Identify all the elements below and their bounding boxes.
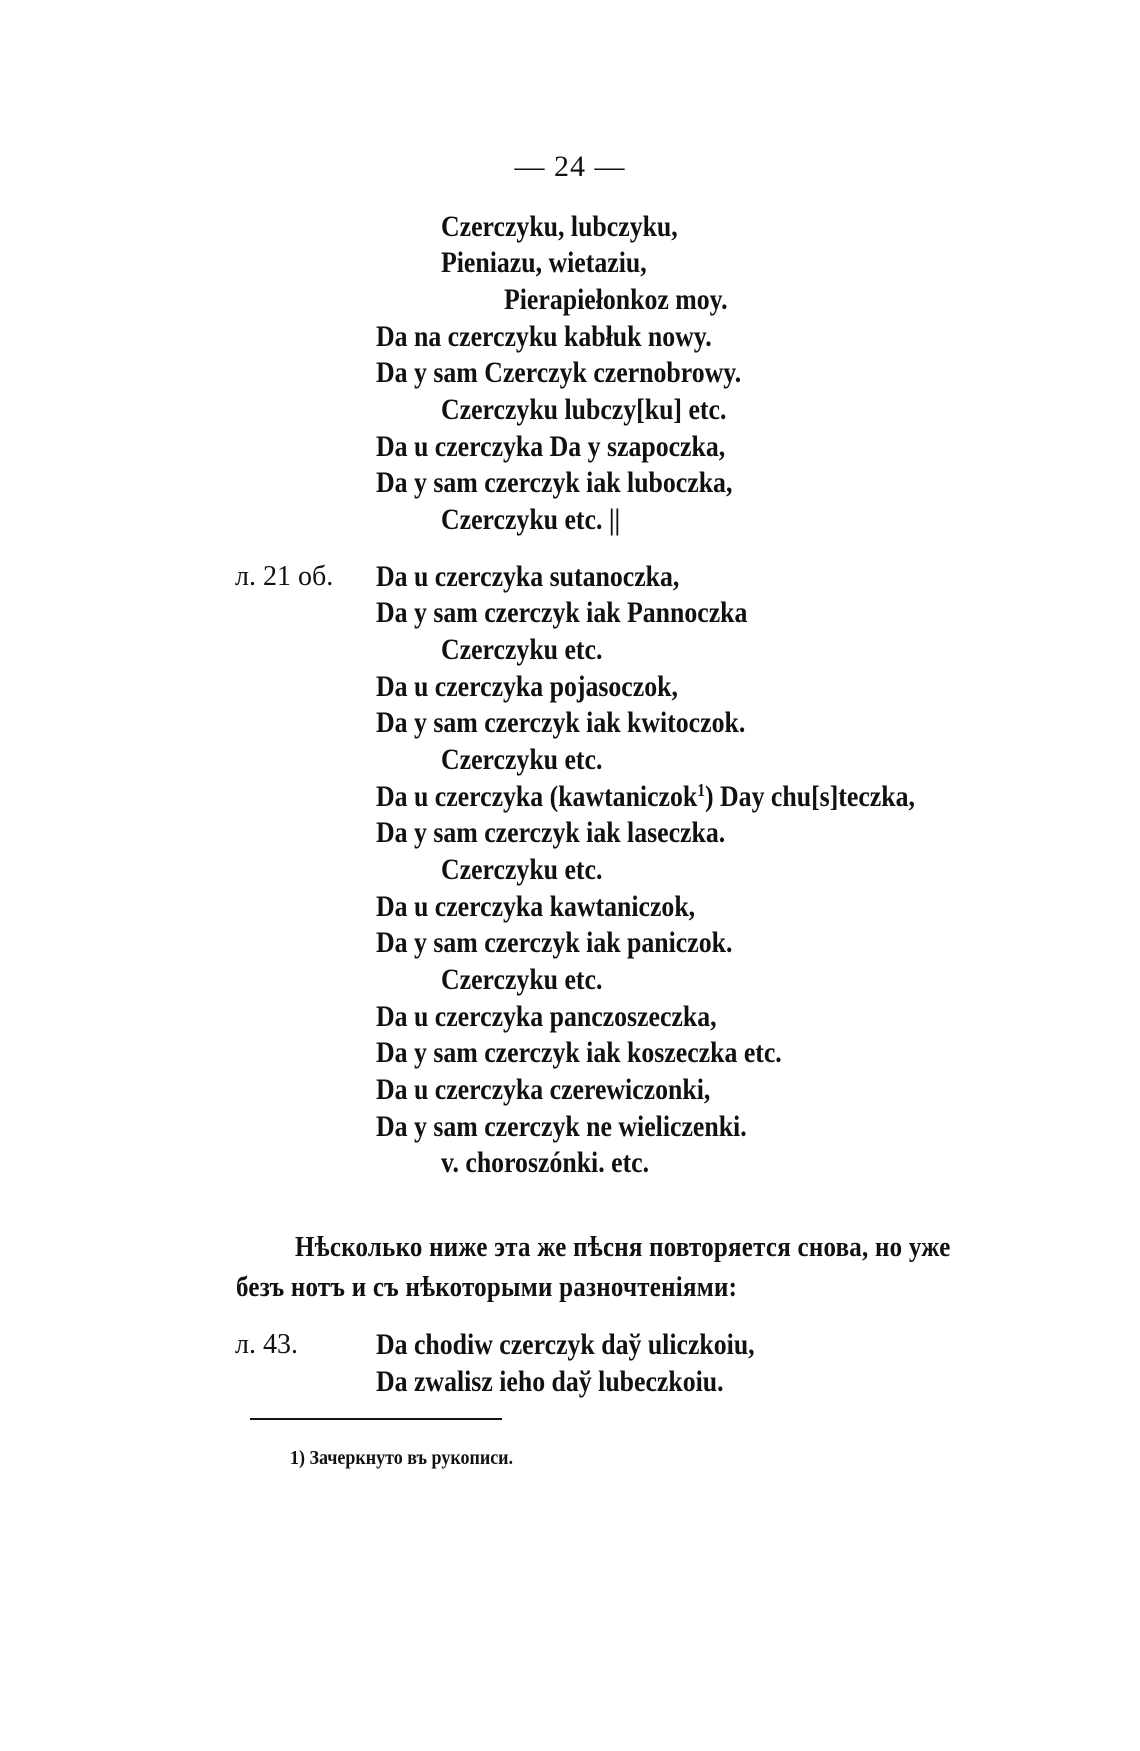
- verse-line: Da y sam czerczyk iak koszeczka etc.: [376, 1036, 782, 1069]
- verse-line: Czerczyku etc. ||: [441, 503, 621, 536]
- footnote-divider: [250, 1418, 502, 1420]
- verse-line: Czerczyku, lubczyku,: [441, 210, 678, 243]
- verse-line: Da u czerczyka sutanoczka,: [376, 560, 680, 593]
- verse-line: Da na czerczyku kabłuk nowy.: [376, 320, 712, 353]
- verse-line: Czerczyku etc.: [441, 963, 603, 996]
- footnote-marker: 1: [697, 780, 706, 800]
- footnote: 1) Зачеркнуто въ рукописи.: [290, 1447, 514, 1469]
- verse-line: Da y sam Czerczyk czernobrowy.: [376, 356, 742, 389]
- verse-line: Da u czerczyka panczoszeczka,: [376, 1000, 717, 1033]
- verse-line: Da u czerczyka pojasoczok,: [376, 670, 678, 703]
- verse-line: Da u czerczyka czerewiczonki,: [376, 1073, 711, 1106]
- page-number: — 24 —: [514, 150, 626, 183]
- verse-line: Czerczyku etc.: [441, 633, 603, 666]
- verse-line: Da y sam czerczyk iak kwitoczok.: [376, 706, 746, 739]
- editorial-note-line: безъ нотъ и съ нѣкоторыми разночтеніями:: [236, 1271, 738, 1303]
- verse-line: Da chodiw czerczyk daў uliczkoiu,: [376, 1328, 755, 1361]
- verse-line-with-footnote: [376, 780, 915, 814]
- verse-line: Da y sam czerczyk iak paniczok.: [376, 926, 733, 959]
- verse-line: Pieniazu, wietaziu,: [441, 246, 647, 279]
- verse-line: Czerczyku etc.: [441, 743, 603, 776]
- verse-line: v. choroszónki. etc.: [441, 1146, 650, 1179]
- verse-line: Czerczyku lubczy[ku] etc.: [441, 393, 727, 426]
- verse-line: Da y sam czerczyk iak laseczka.: [376, 816, 726, 849]
- verse-line: Czerczyku etc.: [441, 853, 603, 886]
- margin-folio-note: л. 21 об.: [235, 561, 334, 592]
- margin-folio-note: л. 43.: [235, 1329, 298, 1360]
- verse-line: Da u czerczyka Da y szapoczka,: [376, 430, 726, 463]
- verse-line: Da y sam czerczyk ne wieliczenki.: [376, 1110, 747, 1143]
- verse-text: Da u czerczyka (kawtaniczok: [376, 780, 698, 813]
- verse-line: Da y sam czerczyk iak Pannoczka: [376, 596, 748, 629]
- editorial-note-line: Нѣсколько ниже эта же пѣсня повторяется снова, но уже: [295, 1231, 951, 1263]
- verse-line: Pierapiełonkoz moy.: [504, 283, 728, 316]
- verse-line: Da zwalisz ieho daў lubeczkoiu.: [376, 1365, 724, 1398]
- verse-text: ) Day chu[s]teczka,: [705, 780, 915, 813]
- verse-line: Da y sam czerczyk iak luboczka,: [376, 466, 733, 499]
- verse-line: Da u czerczyka kawtaniczok,: [376, 890, 696, 923]
